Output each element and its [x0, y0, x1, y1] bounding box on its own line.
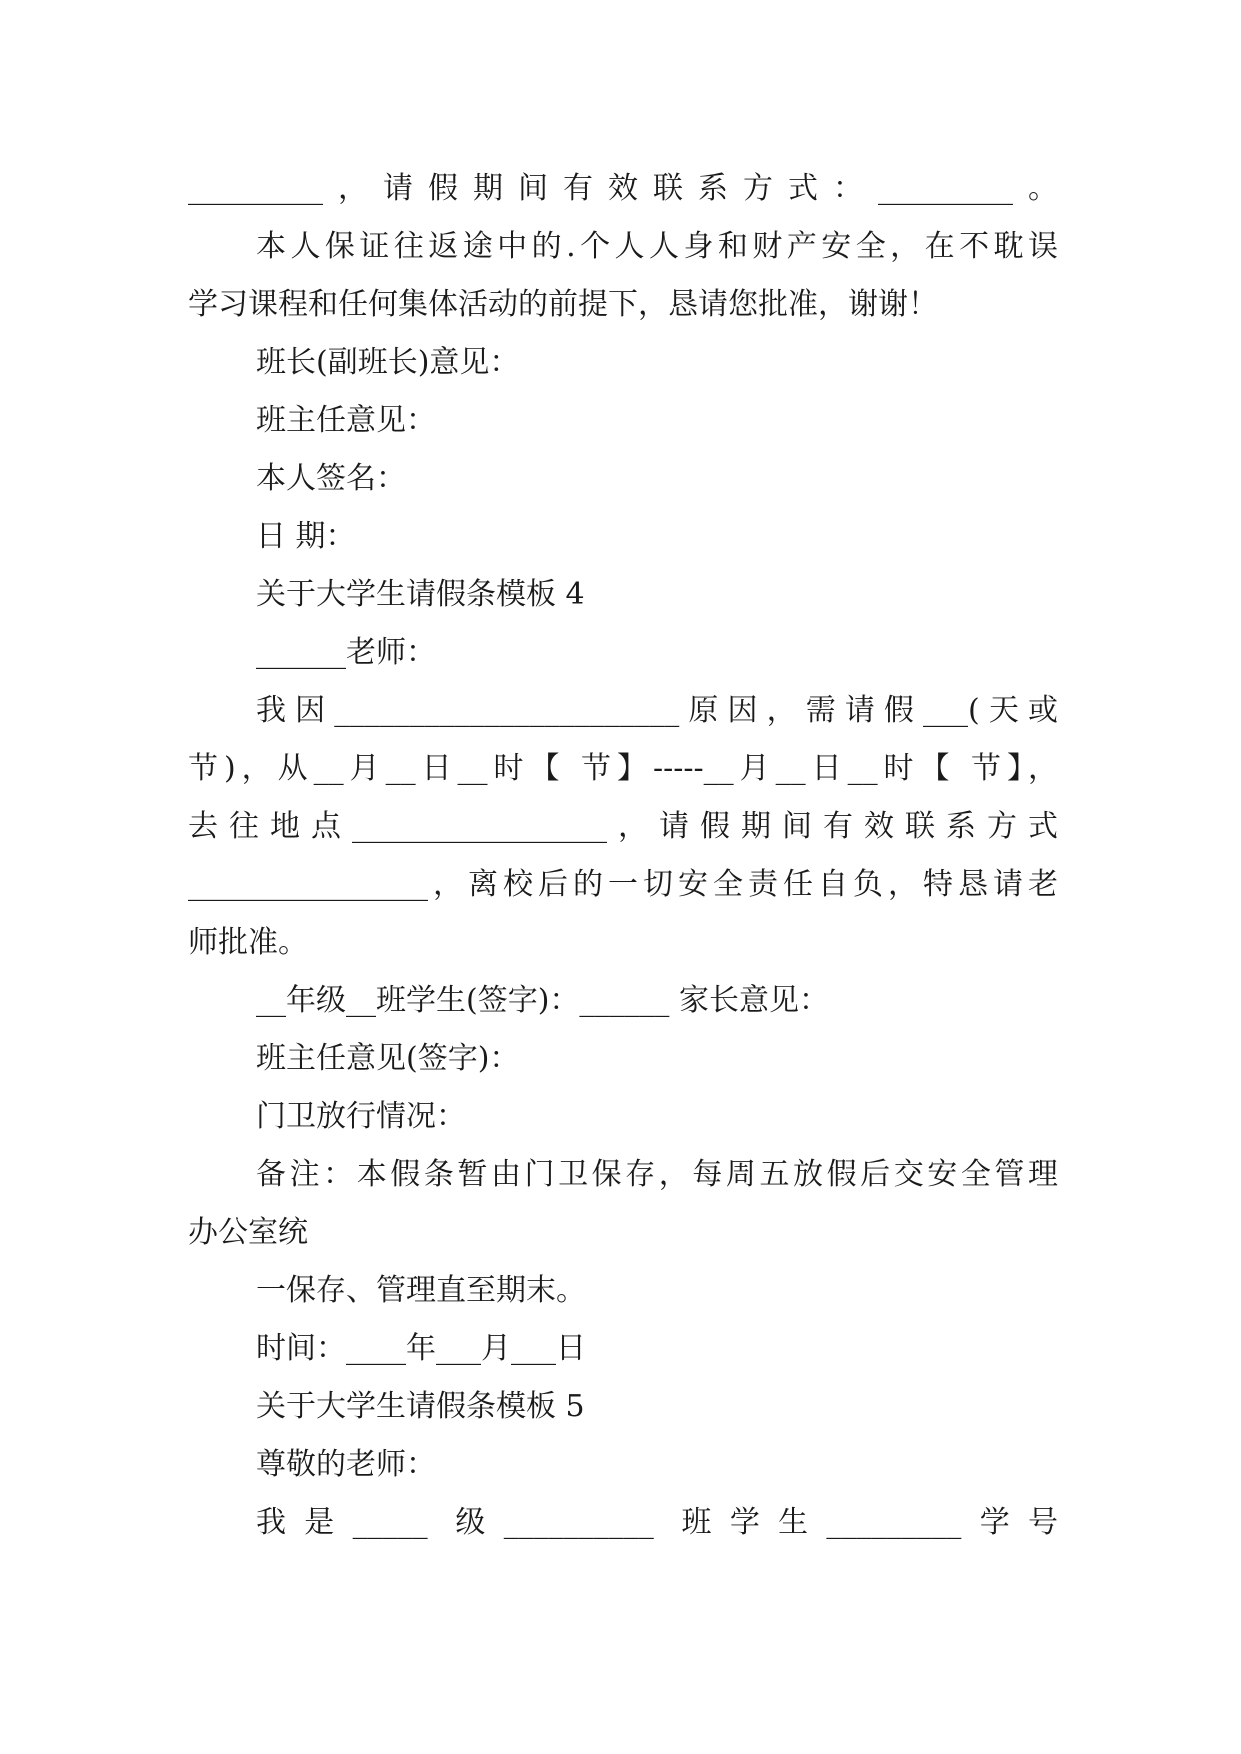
text-line: 学习课程和任何集体活动的前提下，恳请您批准，谢谢！: [188, 287, 938, 322]
document-body: [188, 160, 1058, 1552]
text-line: 时间：____年___月___日: [256, 1331, 586, 1366]
section-heading: 关于大学生请假条模板 5: [256, 1389, 585, 1424]
text-line: 本人保证往返途中的.个人人身和财产安全，在不耽误: [256, 229, 1058, 264]
text-line: 班主任意见：: [256, 403, 436, 438]
text-line: 去往地点_________________，请假期间有效联系方式: [188, 809, 1058, 844]
text-line: 班长(副班长)意见：: [256, 345, 520, 380]
text-line: 我是_____ 级__________ 班学生_________学号: [256, 1505, 1058, 1540]
text-line: 一保存、管理直至期末。: [256, 1273, 586, 1308]
text-line: 门卫放行情况：: [256, 1099, 466, 1134]
text-line: 节)，从__月__日__时【 节】-----__月__日__时【 节】，: [188, 751, 1058, 786]
text-line: 我因_______________________原因，需请假___(天或: [256, 693, 1058, 728]
text-line: 班主任意见(签字)：: [256, 1041, 520, 1076]
text-line: 办公室统: [188, 1215, 308, 1250]
text-line: 备注：本假条暂由门卫保存，每周五放假后交安全管理: [256, 1157, 1058, 1192]
section-heading: 关于大学生请假条模板 4: [256, 577, 585, 612]
text-line: _________，请假期间有效联系方式：_________。: [188, 171, 1058, 206]
text-line: ______老师：: [256, 635, 436, 670]
text-line: 日 期：: [256, 519, 356, 554]
text-line: ________________，离校后的一切安全责任自负，特恳请老: [188, 867, 1058, 902]
text-line: __年级__班学生(签字)：______ 家长意见：: [256, 983, 829, 1018]
text-line: 本人签名：: [256, 461, 406, 496]
text-line: 尊敬的老师：: [256, 1447, 436, 1482]
text-line: 师批准。: [188, 925, 308, 960]
